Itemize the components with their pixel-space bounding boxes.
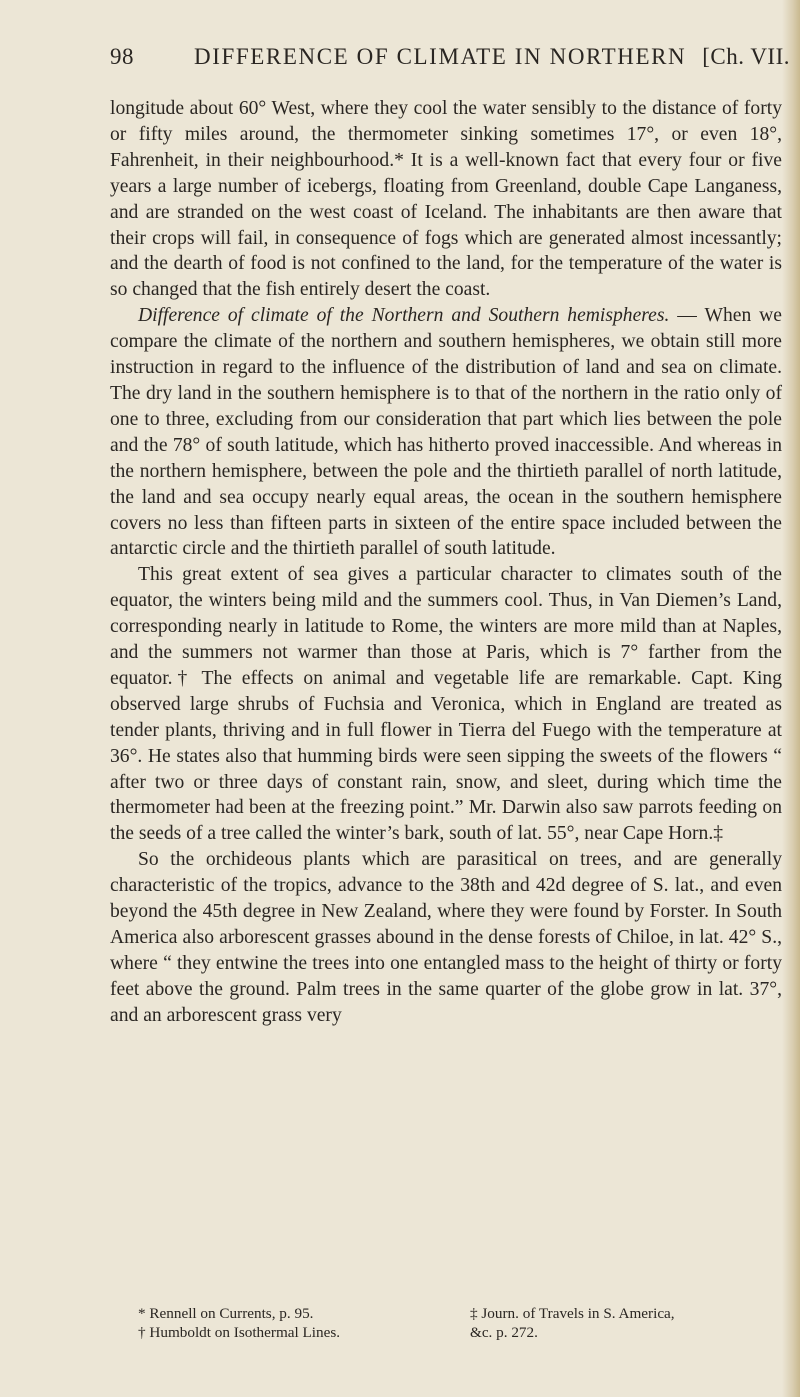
- footnote-row-1: [110, 1304, 782, 1323]
- footnote-darwin-journal: ‡ Journ. of Travels in S. America,: [470, 1305, 675, 1322]
- footnotes: [110, 1304, 782, 1342]
- page-number: 98: [110, 44, 134, 69]
- running-header: [110, 44, 790, 84]
- paragraph-3: This great extent of sea gives a particular character to climates south of the equator, the winters being mild and the summers cool. Thus, in Van Diemen’s Land, corresponding nearly in latitude to Rome, the winters are more mild than at Naples, and the summers not warmer than those at Paris, which is 7° farther from the equator.† The effects on animal and vegetable life are remarkable. Capt. King observed large shrubs of Fuchsia and Veronica, which in England are treated as tender plants, thriving and in full flower in Tierra del Fuego with the temperature at 36°. He states also that humming birds were seen sipping the sweets of the flowers “ after two or three days of constant rain, snow, and sleet, during which time the thermometer had been at the freezing point.” Mr. Darwin also saw parrots feeding on the seeds of a tree called the winter’s bark, south of lat. 55°, near Cape Horn.‡: [110, 564, 782, 845]
- paragraph-1: longitude about 60° West, where they cool the water sensibly to the distance of forty or fifty miles around, the thermometer sinking sometimes 17°, or even 18°, Fahrenheit, in their neighbourhood.* It is a well-known fact that every four or five years a large number of icebergs, floating from Greenland, double Cape Langaness, and are stranded on the west coast of Iceland. The inhabitants are then aware that their crops will fail, in consequence of fogs which are generated almost incessantly; and the dearth of food is not confined to the land, for the temperature of the water is so changed that the fish entirely desert the coast.: [110, 98, 782, 301]
- chapter-label: [Ch. VII.: [702, 44, 790, 69]
- running-title: DIFFERENCE OF CLIMATE IN NORTHERN: [194, 44, 687, 69]
- section-heading: Difference of climate of the Northern and Southern hemispheres.: [138, 305, 670, 327]
- footnote-darwin-journal-cont: &c. p. 272.: [470, 1324, 538, 1341]
- footnote-humboldt: † Humboldt on Isothermal Lines.: [138, 1324, 341, 1341]
- footnote-row-2: [110, 1323, 782, 1342]
- footnote-rennell: * Rennell on Currents, p. 95.: [138, 1305, 314, 1322]
- page-edge: [782, 0, 800, 1397]
- paragraph-2-text: — When we compare the climate of the northern and southern hemispheres, we obtain still more instruction in regard to the influence of the distribution of land and sea on climate. The dry land in the southern hemisphere is to that of the northern in the ratio only of one to three, excluding from our consideration that part which lies between the pole and the 78° of south latitude, which has hitherto proved inaccessible. And whereas in the northern hemisphere, between the pole and the thirtieth parallel of north latitude, the land and sea occupy nearly equal areas, the ocean in the southern hemisphere covers no less than fifteen parts in sixteen of the entire space included between the antarctic circle and the thirtieth parallel of south latitude.: [110, 305, 782, 560]
- paragraph-2: [110, 303, 782, 562]
- body-text: [110, 96, 782, 1029]
- paragraph-4: So the orchideous plants which are parasitical on trees, and are generally characteristic of the tropics, advance to the 38th and 42d degree of S. lat., and even beyond the 45th degree in New Zealand, where they were found by Forster. In South America also arborescent grasses abound in the dense forests of Chiloe, in lat. 42° S., where “ they entwine the trees into one entangled mass to the height of thirty or forty feet above the ground. Palm trees in the same quarter of the globe grow in lat. 37°, and an arborescent grass very: [110, 849, 782, 1026]
